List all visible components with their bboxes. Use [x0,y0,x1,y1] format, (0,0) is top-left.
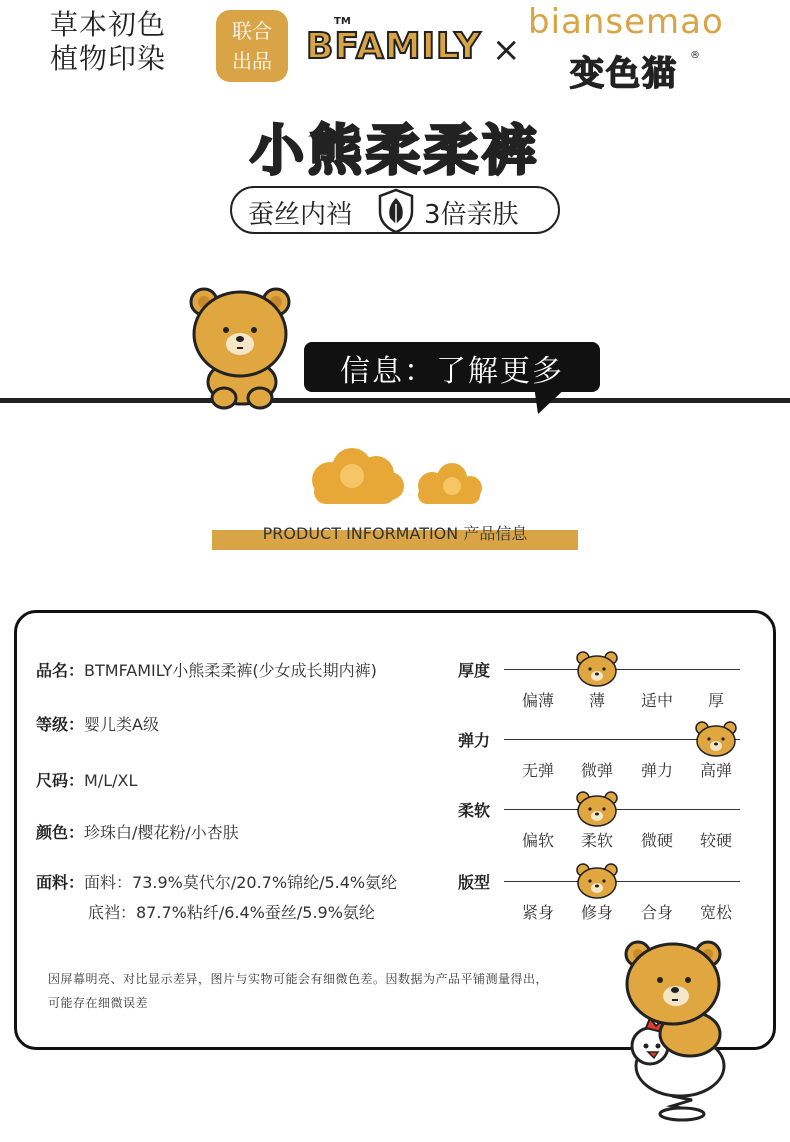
info-value: 婴儿类A级 [84,715,159,734]
scale-option: 适中 [640,691,673,710]
info-value: 珍珠白/樱花粉/小杏肤 [84,823,239,842]
brand-tagline [50,8,166,76]
scale-title: 柔软 [458,801,491,820]
scale-option: 厚 [707,691,724,710]
scale-option: 微硬 [640,831,673,850]
disclaimer-line1: 因屏幕明亮、对比显示差异，图片与实物可能会有细微色差。因数据为产品平铺测量得出， [48,972,549,986]
info-row-color [36,820,239,843]
bfamily-logo: BFAMILY [306,26,482,67]
scale-option: 偏薄 [521,691,554,710]
product-title: 小熊柔柔裤 [250,119,540,182]
scale-title: 版型 [458,873,491,892]
biansemao-logo: biansemao [528,2,724,42]
collab-badge-line1: 联合 [232,19,272,43]
bear-marker-icon [575,862,619,900]
bear-marker-icon [694,720,738,758]
info-row-grade [36,712,159,735]
info-label: 尺码： [36,771,85,790]
info-value: BTMFAMILY小熊柔柔裤(少女成长期内裤) [84,661,377,680]
section-heading: PRODUCT INFORMATION 产品信息 [262,524,528,543]
bear-marker-icon [575,650,619,688]
more-info-banner: 信息：了解更多 [340,354,564,389]
scale-title: 厚度 [458,661,491,680]
scale-track [504,881,740,882]
info-value: M/L/XL [84,771,138,790]
scale-option: 微弹 [580,761,613,780]
info-row-fabric [36,870,397,893]
scale-option: 紧身 [521,903,554,922]
bear-on-chick-mascot-icon [618,936,738,1126]
info-row-size [36,768,137,791]
scale-option: 较硬 [699,831,732,850]
scale-track [504,669,740,670]
bear-mascot-icon [188,286,298,410]
scale-option: 柔软 [580,831,613,850]
brand-tagline-line2: 植物印染 [50,42,167,75]
scale-track [504,809,740,810]
scale-option: 修身 [580,903,613,922]
info-value: 面料：73.9%莫代尔/20.7%锦纶/5.4%氨纶 [84,873,398,892]
info-fabric-crotch: 底裆：87.7%粘纤/6.4%蚕丝/5.9%氨纶 [88,903,375,922]
feature-silk-crotch: 蚕丝内裆 [248,200,353,230]
collab-badge [216,10,288,82]
scale-option: 合身 [640,903,673,922]
feature-skin-friendly: 3倍亲肤 [424,200,519,230]
cloud-icon [302,446,492,516]
biansemao-cn-logo: 变色猫 [570,54,678,94]
disclaimer-line2: 可能存在细微误差 [48,996,149,1010]
info-label: 颜色： [36,823,85,842]
info-label: 面料： [36,873,85,892]
registered-mark: ® [690,50,700,61]
scale-option: 偏软 [521,831,554,850]
scale-option: 高弹 [699,761,732,780]
collab-badge-line2: 出品 [232,49,272,73]
brand-tagline-line1: 草本初色 [50,8,167,41]
section-divider [0,398,790,403]
scale-option: 宽松 [699,903,732,922]
info-row-name [36,658,377,681]
scale-option: 弹力 [640,761,673,780]
info-label: 品名： [36,661,85,680]
scale-title: 弹力 [458,731,491,750]
scale-option: 薄 [588,691,605,710]
leaf-shield-icon [376,188,416,234]
collab-times-icon: × [492,30,521,70]
trademark-mark: TM [334,16,351,27]
speech-bubble-tail-icon [534,386,574,416]
scale-option: 无弹 [521,761,554,780]
bear-marker-icon [575,790,619,828]
info-label: 等级： [36,715,85,734]
